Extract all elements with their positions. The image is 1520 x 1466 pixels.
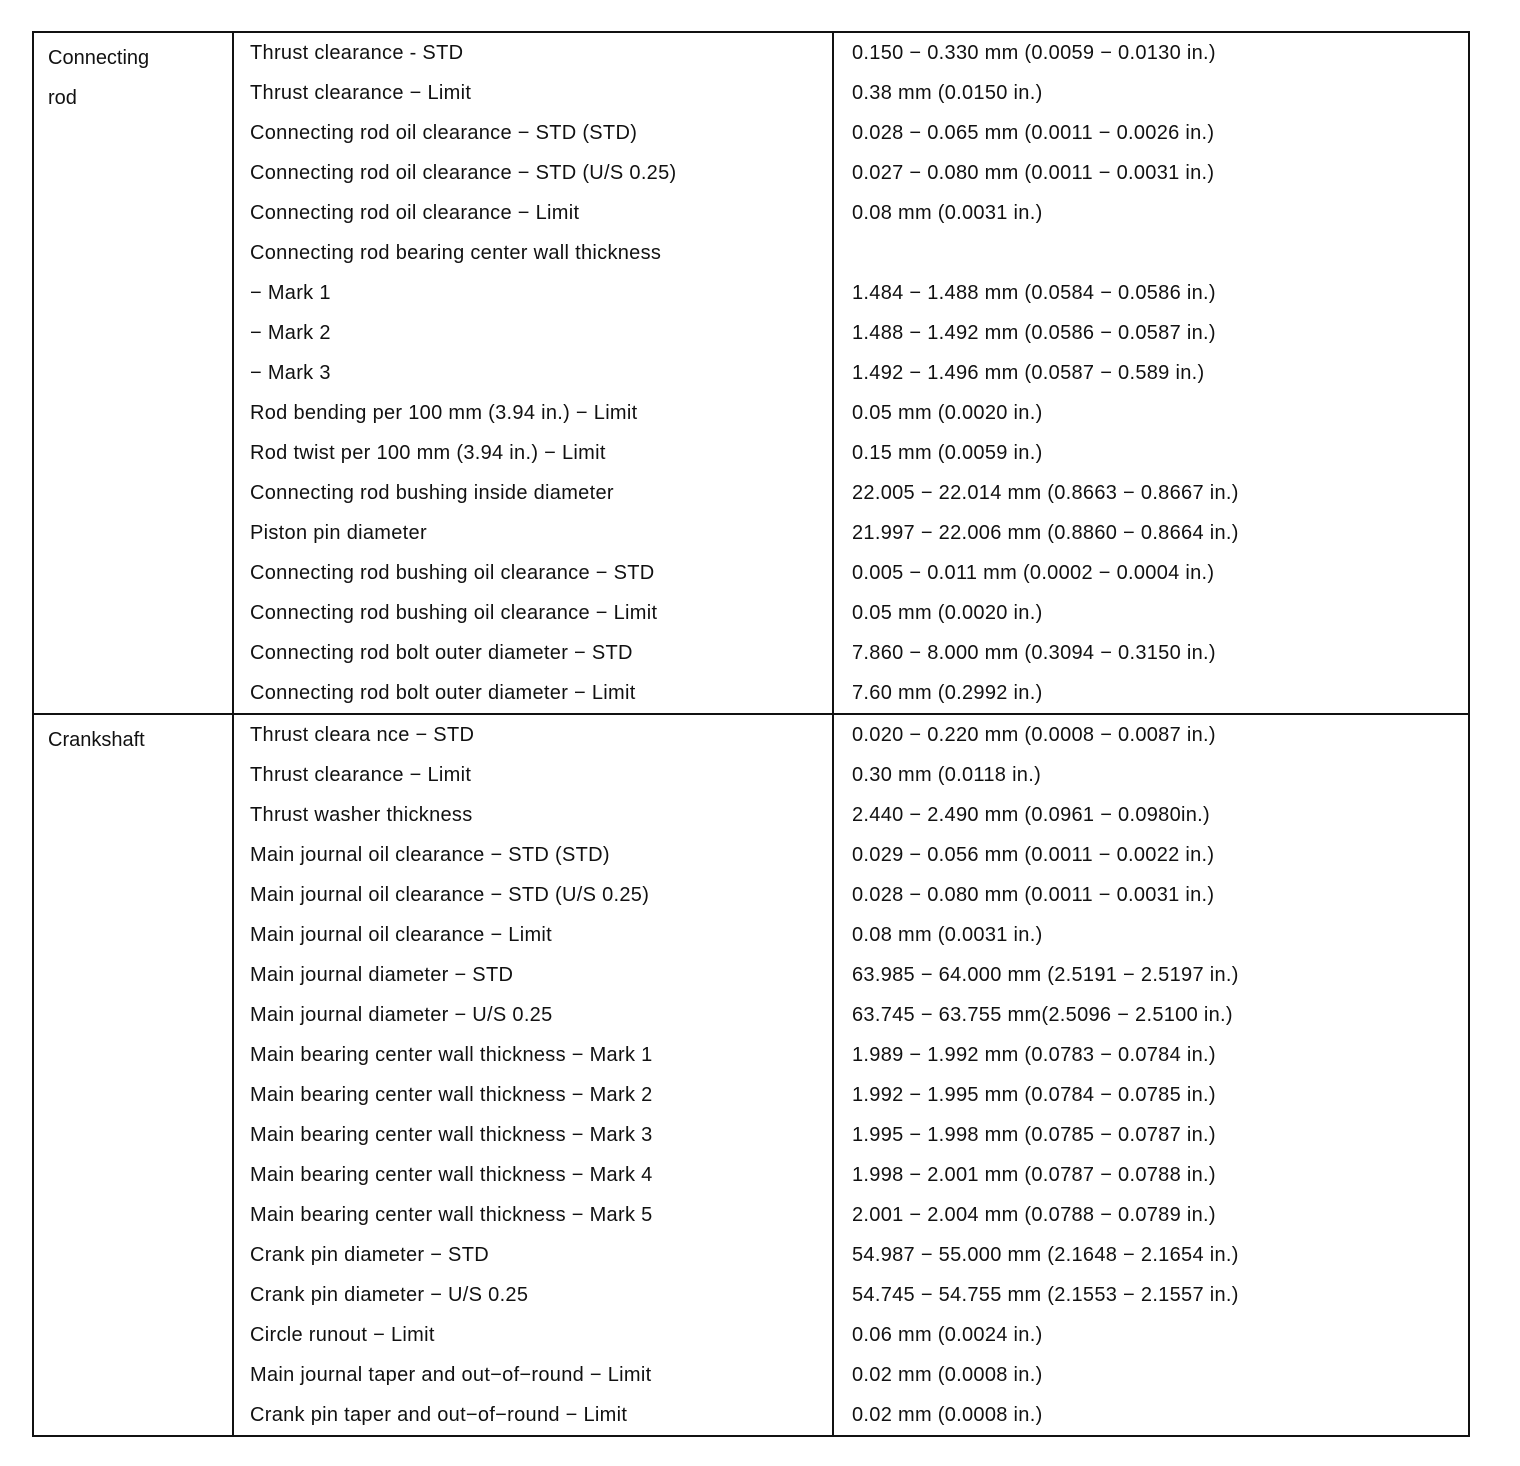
value-cell: 7.60 mm (0.2992 in.) — [852, 681, 1043, 704]
value-cell: 1.992 − 1.995 mm (0.0784 − 0.0785 in.) — [852, 1083, 1216, 1106]
parameter-cell: − Mark 3 — [234, 353, 834, 393]
parameter-cell: Connecting rod bolt outer diameter − STD — [234, 633, 834, 673]
table-row — [234, 473, 1468, 513]
parameter-cell: Connecting rod bushing oil clearance − STD — [234, 553, 834, 593]
parameter-cell: Connecting rod oil clearance − STD (U/S 0.25) — [234, 153, 834, 193]
table-row — [234, 233, 1468, 273]
parameter-cell: Piston pin diameter — [234, 513, 834, 553]
value-cell: 22.005 − 22.014 mm (0.8663 − 0.8667 in.) — [852, 481, 1239, 504]
value-cell: 63.985 − 64.000 mm (2.5191 − 2.5197 in.) — [852, 963, 1239, 986]
value-cell: 0.38 mm (0.0150 in.) — [852, 81, 1043, 104]
parameter-cell: Connecting rod bearing center wall thickness — [234, 233, 834, 273]
parameter-cell: Crank pin taper and out−of−round − Limit — [234, 1395, 834, 1435]
parameter-cell: Circle runout − Limit — [234, 1315, 834, 1355]
parameter-cell: Rod twist per 100 mm (3.94 in.) − Limit — [234, 433, 834, 473]
value-cell: 1.488 − 1.492 mm (0.0586 − 0.0587 in.) — [852, 321, 1216, 344]
parameter-cell: Rod bending per 100 mm (3.94 in.) − Limit — [234, 393, 834, 433]
parameter-cell: Thrust clearance − Limit — [234, 755, 834, 795]
section-category — [34, 33, 234, 713]
value-cell: 2.440 − 2.490 mm (0.0961 − 0.0980in.) — [852, 803, 1211, 826]
value-cell: 0.020 − 0.220 mm (0.0008 − 0.0087 in.) — [852, 723, 1216, 746]
value-cell: 0.08 mm (0.0031 in.) — [852, 201, 1043, 224]
table-row — [234, 633, 1468, 673]
table-row — [234, 1395, 1468, 1435]
parameter-cell: Thrust cleara nce − STD — [234, 715, 834, 755]
table-row — [234, 513, 1468, 553]
table-row — [234, 353, 1468, 393]
value-cell: 63.745 − 63.755 mm(2.5096 − 2.5100 in.) — [852, 1003, 1233, 1026]
parameter-cell: Connecting rod bolt outer diameter − Limit — [234, 673, 834, 713]
table-row — [234, 915, 1468, 955]
table-row — [234, 1355, 1468, 1395]
spec-table — [32, 31, 1470, 1437]
value-cell: 2.001 − 2.004 mm (0.0788 − 0.0789 in.) — [852, 1203, 1216, 1226]
parameter-cell: Main journal diameter − STD — [234, 955, 834, 995]
parameter-cell: − Mark 2 — [234, 313, 834, 353]
table-row — [234, 1195, 1468, 1235]
table-row — [234, 153, 1468, 193]
parameter-cell: Main journal oil clearance − STD (STD) — [234, 835, 834, 875]
parameter-cell: − Mark 1 — [234, 273, 834, 313]
section-rows — [234, 715, 1468, 1435]
value-cell — [834, 233, 1468, 273]
value-cell: 0.005 − 0.011 mm (0.0002 − 0.0004 in.) — [852, 561, 1215, 584]
table-row — [234, 553, 1468, 593]
parameter-cell: Main journal oil clearance − Limit — [234, 915, 834, 955]
value-cell: 21.997 − 22.006 mm (0.8860 − 0.8664 in.) — [852, 521, 1239, 544]
parameter-cell: Main bearing center wall thickness − Mark 3 — [234, 1115, 834, 1155]
value-cell: 0.06 mm (0.0024 in.) — [852, 1323, 1043, 1346]
parameter-cell: Thrust clearance − Limit — [234, 73, 834, 113]
parameter-cell: Connecting rod oil clearance − STD (STD) — [234, 113, 834, 153]
table-row — [234, 1275, 1468, 1315]
parameter-cell: Main journal taper and out−of−round − Limit — [234, 1355, 834, 1395]
value-cell: 0.150 − 0.330 mm (0.0059 − 0.0130 in.) — [852, 41, 1216, 64]
table-row — [234, 795, 1468, 835]
parameter-cell: Crank pin diameter − U/S 0.25 — [234, 1275, 834, 1315]
parameter-cell: Connecting rod oil clearance − Limit — [234, 193, 834, 233]
value-cell: 1.484 − 1.488 mm (0.0584 − 0.0586 in.) — [852, 281, 1216, 304]
spec-section — [34, 715, 1468, 1435]
parameter-cell: Main bearing center wall thickness − Mark 1 — [234, 1035, 834, 1075]
table-row — [234, 955, 1468, 995]
table-row — [234, 835, 1468, 875]
value-cell: 0.15 mm (0.0059 in.) — [852, 441, 1043, 464]
value-cell: 54.987 − 55.000 mm (2.1648 − 2.1654 in.) — [852, 1243, 1239, 1266]
spec-section — [34, 33, 1468, 715]
parameter-cell: Crank pin diameter − STD — [234, 1235, 834, 1275]
parameter-cell: Thrust washer thickness — [234, 795, 834, 835]
category-label-line2: rod — [48, 87, 77, 109]
table-row — [234, 1115, 1468, 1155]
value-cell: 0.05 mm (0.0020 in.) — [852, 401, 1043, 424]
value-cell: 1.995 − 1.998 mm (0.0785 − 0.0787 in.) — [852, 1123, 1216, 1146]
table-row — [234, 1035, 1468, 1075]
value-cell: 0.08 mm (0.0031 in.) — [852, 923, 1043, 946]
table-row — [234, 193, 1468, 233]
table-row — [234, 715, 1468, 755]
value-cell: 0.30 mm (0.0118 in.) — [852, 763, 1042, 786]
table-row — [234, 755, 1468, 795]
table-row — [234, 673, 1468, 713]
parameter-cell: Main journal oil clearance − STD (U/S 0.25) — [234, 875, 834, 915]
category-label-line1: Connecting — [48, 47, 150, 69]
category-label-line1: Crankshaft — [48, 729, 145, 751]
value-cell: 1.998 − 2.001 mm (0.0787 − 0.0788 in.) — [852, 1163, 1216, 1186]
value-cell: 1.492 − 1.496 mm (0.0587 − 0.589 in.) — [852, 361, 1205, 384]
parameter-cell: Main journal diameter − U/S 0.25 — [234, 995, 834, 1035]
parameter-cell: Main bearing center wall thickness − Mark 5 — [234, 1195, 834, 1235]
value-cell: 1.989 − 1.992 mm (0.0783 − 0.0784 in.) — [852, 1043, 1216, 1066]
table-row — [234, 995, 1468, 1035]
parameter-cell: Main bearing center wall thickness − Mark 2 — [234, 1075, 834, 1115]
parameter-cell: Connecting rod bushing oil clearance − Limit — [234, 593, 834, 633]
value-cell: 0.029 − 0.056 mm (0.0011 − 0.0022 in.) — [852, 843, 1215, 866]
value-cell: 7.860 − 8.000 mm (0.3094 − 0.3150 in.) — [852, 641, 1216, 664]
table-row — [234, 875, 1468, 915]
value-cell: 0.02 mm (0.0008 in.) — [852, 1403, 1043, 1426]
table-row — [234, 1235, 1468, 1275]
section-rows — [234, 33, 1468, 713]
table-row — [234, 593, 1468, 633]
value-cell: 0.02 mm (0.0008 in.) — [852, 1363, 1043, 1386]
table-row — [234, 433, 1468, 473]
value-cell: 54.745 − 54.755 mm (2.1553 − 2.1557 in.) — [852, 1283, 1239, 1306]
table-row — [234, 1315, 1468, 1355]
table-row — [234, 73, 1468, 113]
parameter-cell: Connecting rod bushing inside diameter — [234, 473, 834, 513]
table-row — [234, 113, 1468, 153]
table-row — [234, 33, 1468, 73]
table-row — [234, 273, 1468, 313]
table-row — [234, 1075, 1468, 1115]
parameter-cell: Main bearing center wall thickness − Mark 4 — [234, 1155, 834, 1195]
value-cell: 0.028 − 0.080 mm (0.0011 − 0.0031 in.) — [852, 883, 1215, 906]
parameter-cell: Thrust clearance - STD — [234, 33, 834, 73]
value-cell: 0.027 − 0.080 mm (0.0011 − 0.0031 in.) — [852, 161, 1215, 184]
section-category — [34, 715, 234, 1435]
value-cell: 0.05 mm (0.0020 in.) — [852, 601, 1043, 624]
table-row — [234, 1155, 1468, 1195]
table-row — [234, 393, 1468, 433]
table-row — [234, 313, 1468, 353]
value-cell: 0.028 − 0.065 mm (0.0011 − 0.0026 in.) — [852, 121, 1215, 144]
